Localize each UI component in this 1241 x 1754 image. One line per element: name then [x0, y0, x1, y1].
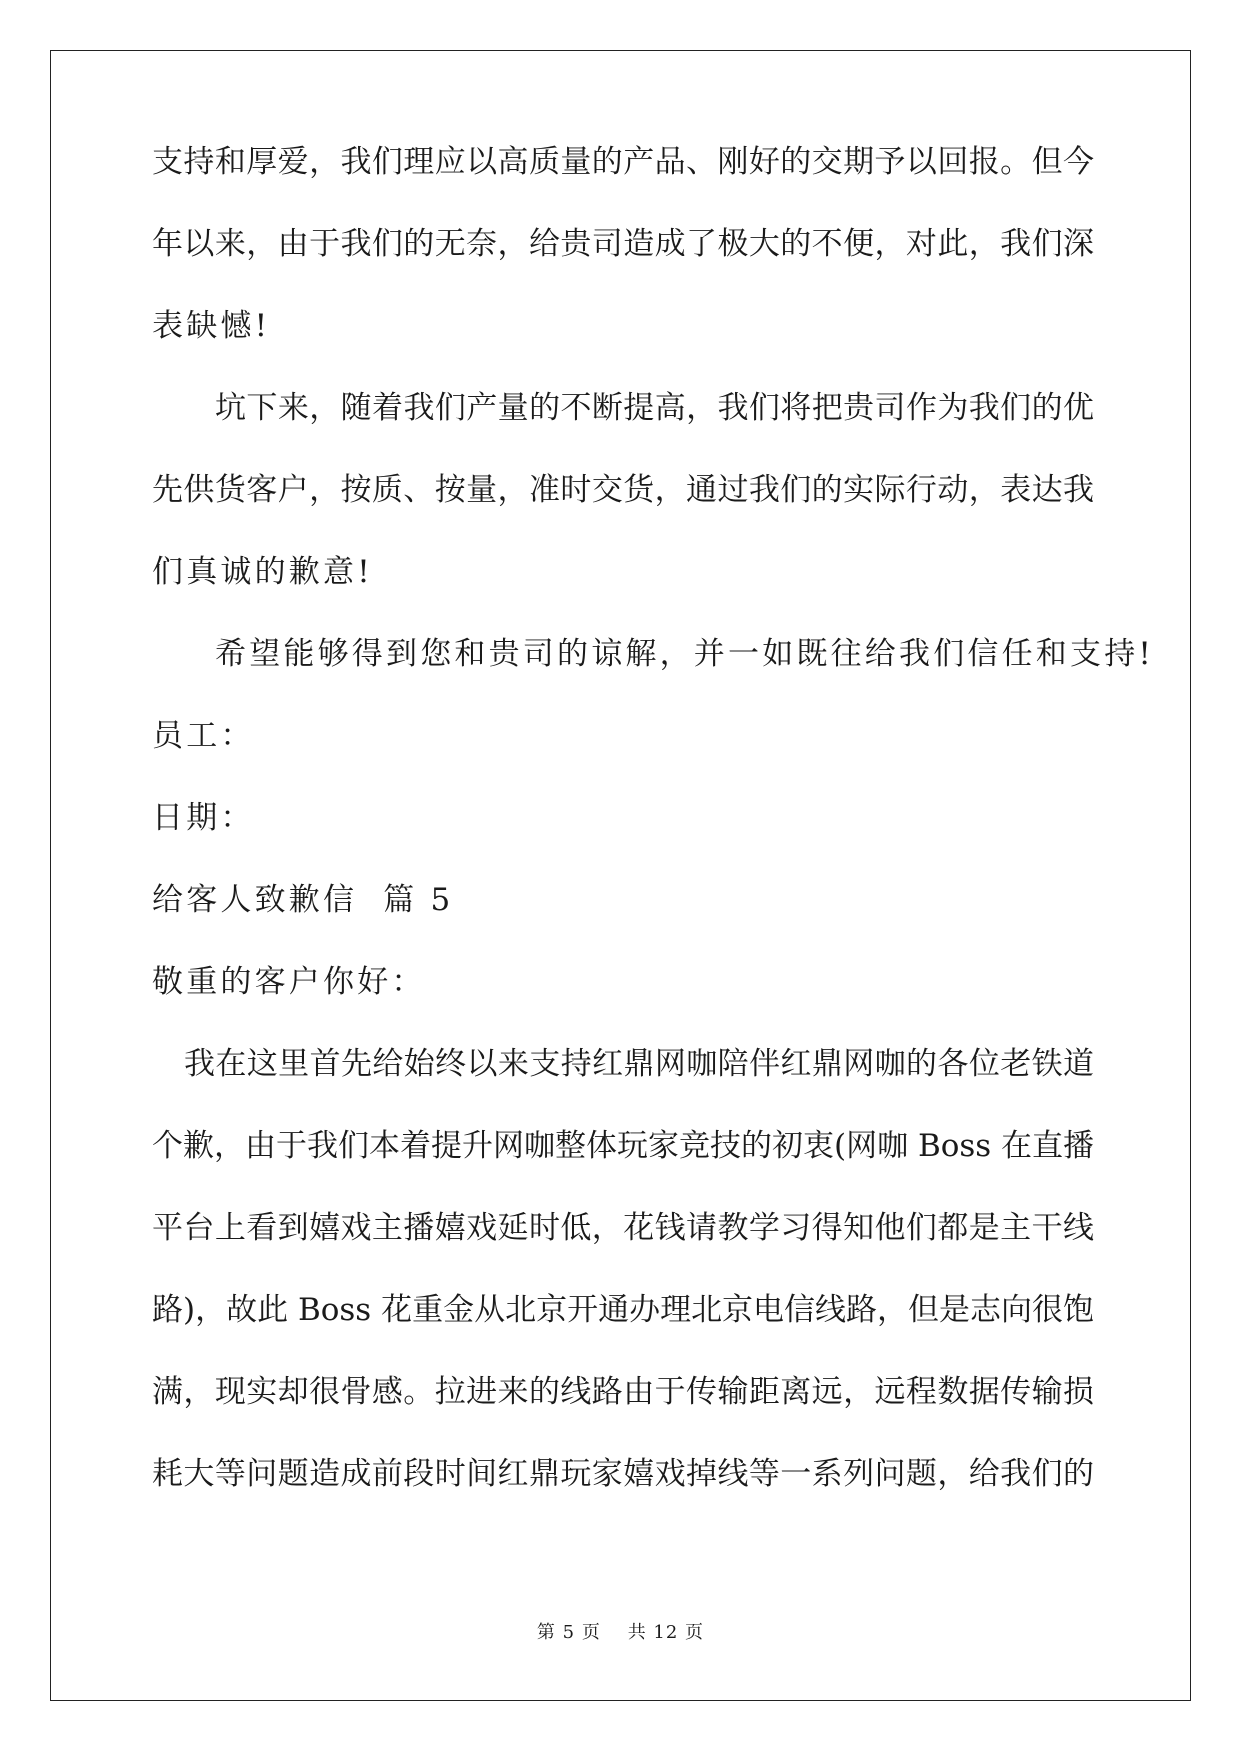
section-heading: 给客人致歉信 篇 5: [152, 882, 454, 918]
paragraph-line: 们真诚的歉意!: [152, 554, 373, 590]
signature-employee: 员工：: [152, 718, 255, 754]
paragraph-line: 平台上看到嬉戏主播嬉戏延时低，花钱请教学习得知他们都是主干线: [152, 1210, 1094, 1246]
paragraph-line: 年以来，由于我们的无奈，给贵司造成了极大的不便，对此，我们深: [152, 226, 1094, 262]
paragraph-line: 支持和厚爱，我们理应以高质量的产品、刚好的交期予以回报。但今: [152, 144, 1094, 180]
salutation: 敬重的客户你好：: [152, 964, 426, 1000]
paragraph-line: 个歉，由于我们本着提升网咖整体玩家竞技的初衷(网咖 Boss 在直播: [152, 1128, 1095, 1164]
paragraph-line: 耗大等问题造成前段时间红鼎玩家嬉戏掉线等一系列问题，给我们的: [152, 1456, 1094, 1492]
paragraph-line: 坑下来，随着我们产量的不断提高，我们将把贵司作为我们的优: [215, 390, 1094, 426]
paragraph-line: 希望能够得到您和贵司的谅解，并一如既往给我们信任和支持!: [215, 636, 1155, 672]
paragraph-line: 我在这里首先给始终以来支持红鼎网咖陪伴红鼎网咖的各位老铁道: [184, 1046, 1094, 1082]
paragraph-line: 表缺憾!: [152, 308, 271, 344]
signature-date: 日期：: [152, 800, 255, 836]
paragraph-line: 先供货客户，按质、按量，准时交货，通过我们的实际行动，表达我: [152, 472, 1094, 508]
paragraph-line: 满，现实却很骨感。拉进来的线路由于传输距离远，远程数据传输损: [152, 1374, 1094, 1410]
paragraph-line: 路)，故此 Boss 花重金从北京开通办理北京电信线路，但是志向很饱: [152, 1292, 1095, 1328]
page-number-footer: 第 5 页 共 12 页: [536, 1622, 705, 1643]
